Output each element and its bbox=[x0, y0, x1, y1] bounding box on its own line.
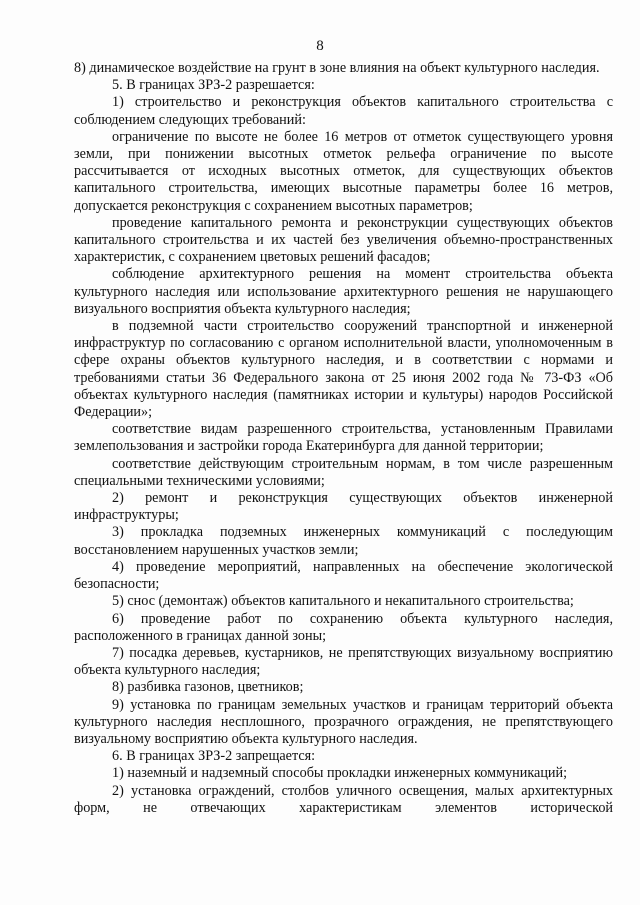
paragraph: 3) прокладка подземных инженерных коммуникаций с последующим восстановлением нарушенных участков земли; bbox=[74, 524, 613, 558]
paragraph: 9) установка по границам земельных участков и границам территорий объекта культурного наследия несплошного, прозрачного ограждения, не препятствующего визуальному восприятию объекта культурного наследия. bbox=[74, 696, 613, 747]
paragraph: проведение капитального ремонта и реконструкции существующих объектов капитального строительства и их частей без увеличения объемно-пространственных характеристик, с сохранением цветовых решений фасадов; bbox=[74, 214, 613, 266]
paragraph: 2) ремонт и реконструкция существующих объектов инженерной инфраструктуры; bbox=[74, 490, 613, 524]
paragraph: ограничение по высоте не более 16 метров от отметок существующего уровня земли, при понижении высотных отметок рельефа ограничение по высоте рассчитывается от исходных высотных отметок, для существующих объектов капитального строительства, имеющих высотные параметры более 16 метров, допускается реконструкция с сохранением высотных параметров; bbox=[74, 128, 613, 214]
paragraph: 6) проведение работ по сохранению объекта культурного наследия, расположенного в границах данной зоны; bbox=[74, 610, 613, 644]
paragraph: 4) проведение мероприятий, направленных на обеспечение экологической безопасности; bbox=[74, 558, 613, 593]
page-number: 8 bbox=[316, 38, 324, 54]
paragraph: 6. В границах ЗРЗ-2 запрещается: bbox=[112, 748, 316, 765]
paragraph: 8) динамическое воздействие на грунт в зоне влияния на объект культурного наследия. bbox=[74, 60, 600, 76]
paragraph: соответствие действующим строительным нормам, в том числе разрешенным специальными техническими условиями; bbox=[74, 455, 613, 489]
paragraph: 5. В границах ЗРЗ-2 разрешается: bbox=[112, 77, 315, 94]
paragraph: 1) строительство и реконструкция объектов капитального строительства с соблюдением следующих требований: bbox=[74, 94, 613, 128]
paragraph: 1) наземный и надземный способы прокладки инженерных коммуникаций; bbox=[112, 765, 568, 782]
paragraph: 8) разбивка газонов, цветников; bbox=[112, 679, 304, 696]
paragraph: 2) установка ограждений, столбов уличного освещения, малых архитектурных форм, не отвечающих характеристикам элементов исторической bbox=[74, 782, 613, 816]
paragraph: в подземной части строительство сооружений транспортной и инженерной инфраструктур по согласованию с органом исполнительной власти, уполномоченным в сфере охраны объектов культурного наследия, и в соответствии с нормами и требованиями статьи 36 Федерального закона от 25 июня 2002 года № 73-ФЗ «Об объектах культурного наследия (памятниках истории и культуры) народов Российской Федерации»; bbox=[74, 318, 613, 421]
document-body bbox=[74, 60, 613, 817]
paragraph: 7) посадка деревьев, кустарников, не препятствующих визуальному восприятию объекта культурного наследия; bbox=[74, 644, 613, 679]
paragraph: соблюдение архитектурного решения на момент строительства объекта культурного наследия или использование архитектурного решения не нарушающего визуального восприятия объекта культурного наследия; bbox=[74, 266, 613, 317]
paragraph: 5) снос (демонтаж) объектов капитального и некапитального строительства; bbox=[112, 593, 574, 610]
paragraph: соответствие видам разрешенного строительства, установленным Правилами землепользования и застройки города Екатеринбурга для данной территории; bbox=[74, 421, 613, 455]
